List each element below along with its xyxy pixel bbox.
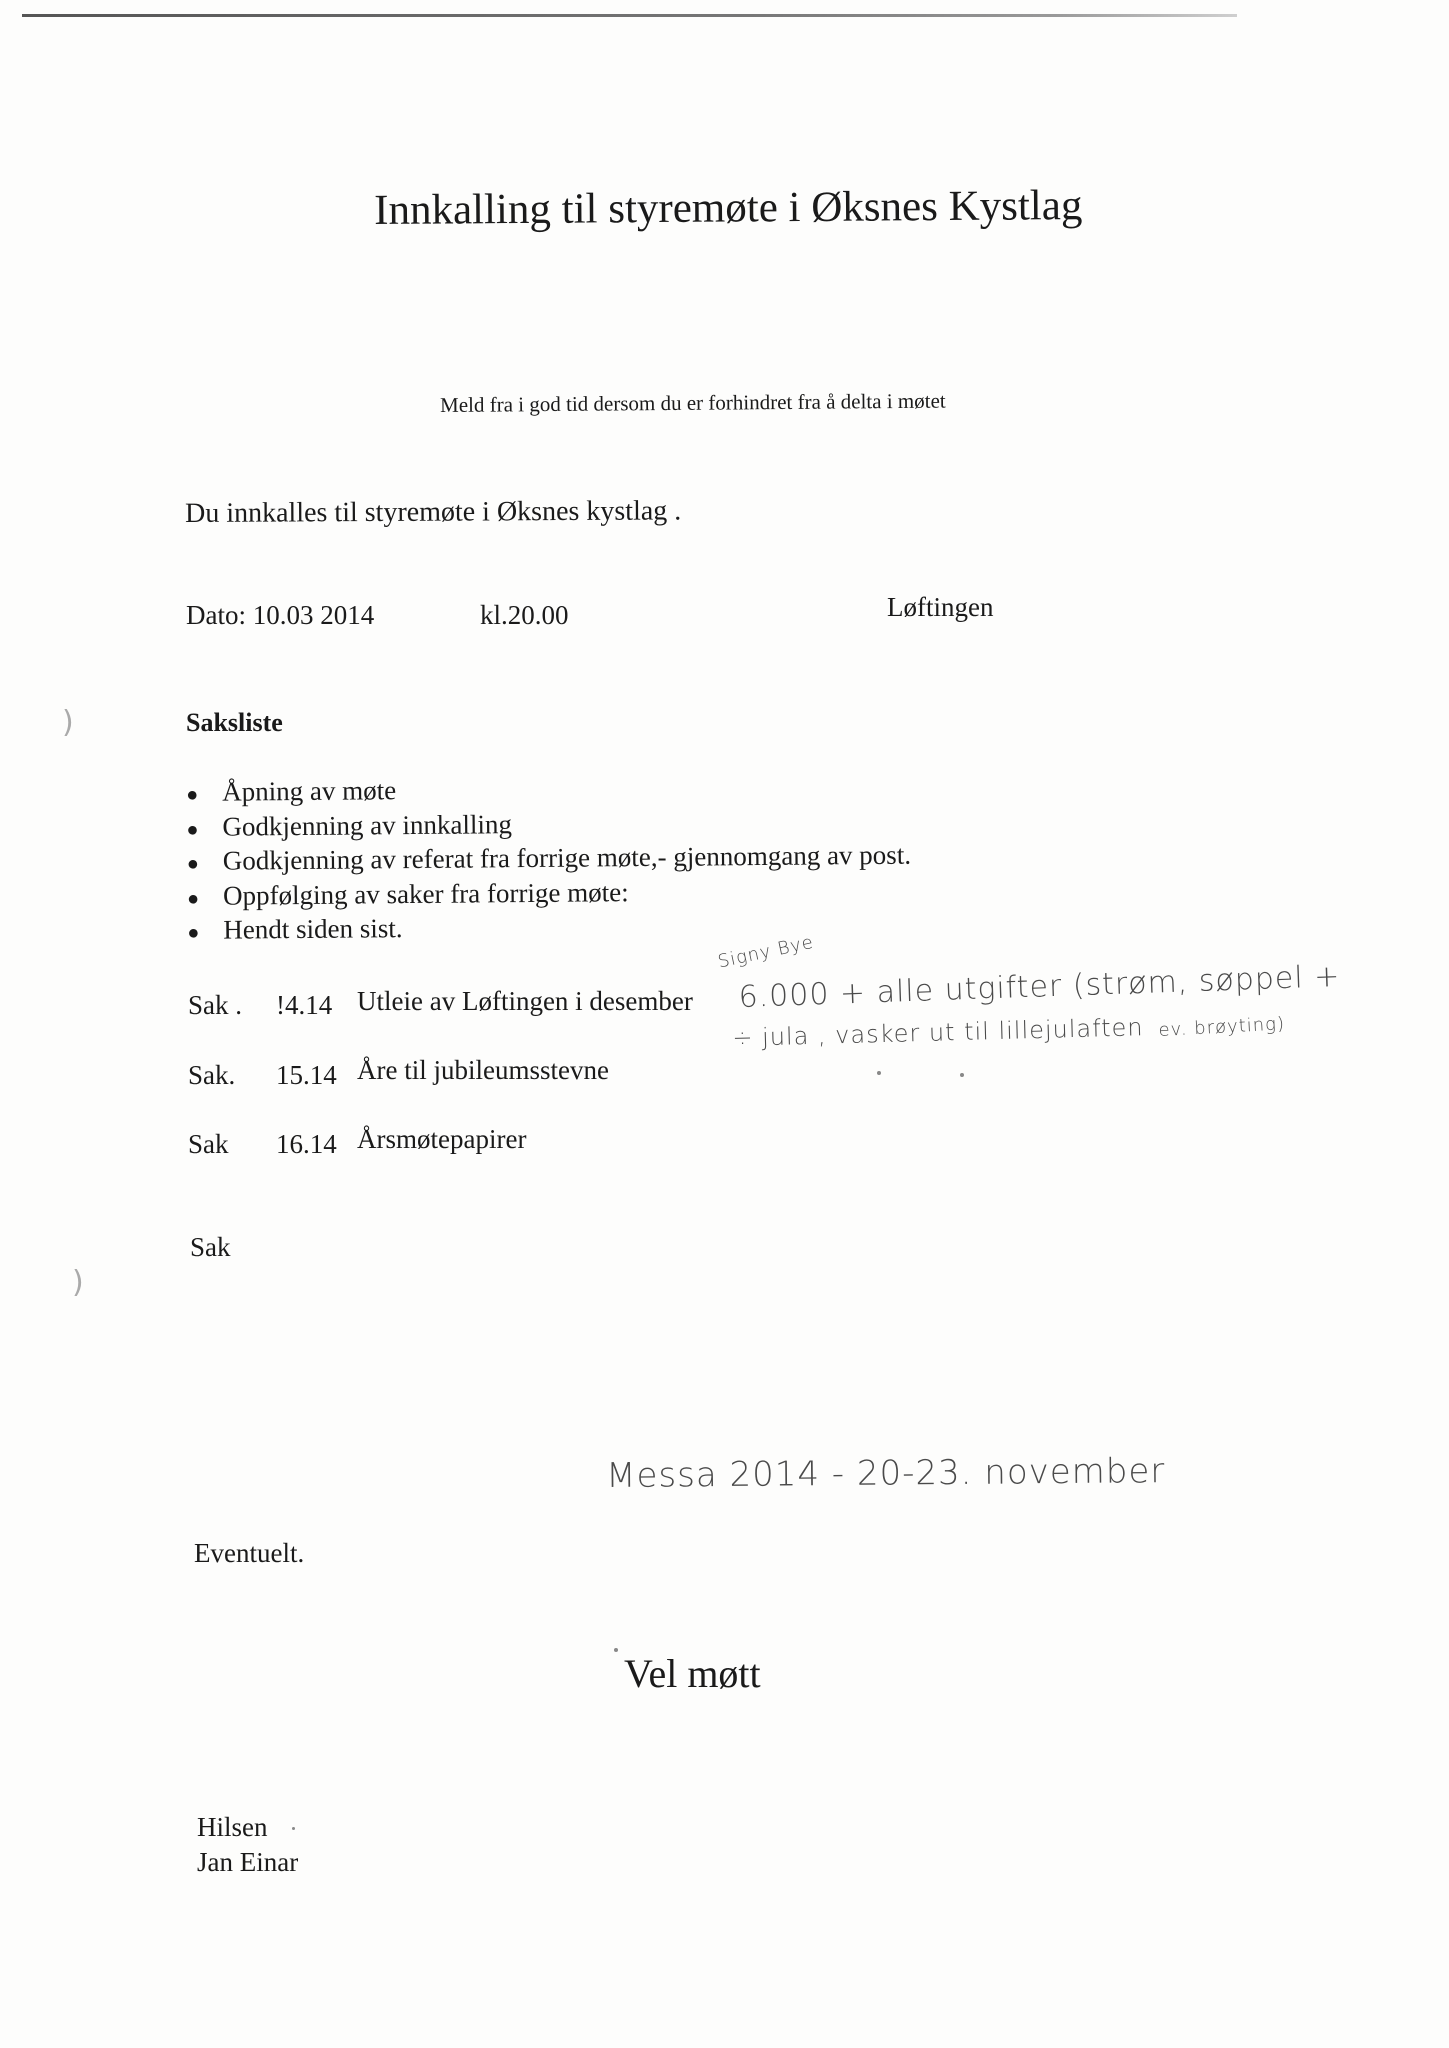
closing-text: Vel møtt (624, 1651, 761, 1696)
agenda-list (186, 769, 912, 948)
case-label: Sak (188, 1129, 229, 1159)
case-title: Årsmøtepapirer (357, 1124, 527, 1154)
scan-speck (960, 1073, 964, 1077)
bullet-icon: ● (186, 818, 199, 841)
case-label: Sak . (188, 990, 242, 1020)
handwritten-note-line: 6.000 + alle utgifter (strøm, søppel + (738, 958, 1341, 1015)
bullet-icon: ● (187, 921, 200, 944)
agenda-item: ● Åpning av møte (186, 769, 911, 810)
greeting-text: Hilsen (197, 1812, 268, 1842)
handwritten-note-line: ÷ jula , vasker ut til lillejulaften (732, 1013, 1144, 1052)
bullet-icon: ● (186, 887, 200, 910)
handwritten-note-line: ev. brøyting) (1158, 1013, 1286, 1041)
notice-text: Meld fra i god tid dersom du er forhindret fra å delta i møtet (440, 388, 946, 417)
meeting-place: Løftingen (887, 592, 994, 622)
case-title: Åre til jubileumsstevne (357, 1055, 609, 1085)
meeting-time: kl.20.00 (480, 600, 569, 630)
scan-speck (614, 1648, 618, 1652)
case-label: Sak (190, 1232, 231, 1262)
case-number: 16.14 (276, 1129, 337, 1159)
document-title: Innkalling til styremøte i Øksnes Kystlag (374, 182, 1083, 234)
scan-top-edge-line (22, 14, 1237, 17)
case-number: !4.14 (276, 990, 333, 1020)
agenda-item: ● Godkjenning av innkalling (186, 803, 911, 844)
agenda-item: ● Hendt siden sist. (187, 907, 912, 948)
scan-speck (292, 1827, 295, 1830)
handwritten-note-name: Signy Bye (716, 931, 816, 973)
handwritten-note-bottom: Messa 2014 - 20-23. november (606, 1451, 1166, 1496)
case-title: Utleie av Løftingen i desember (357, 986, 693, 1016)
case-number: 15.14 (276, 1060, 337, 1090)
eventuelt-label: Eventuelt. (194, 1538, 305, 1568)
scan-speck (877, 1071, 881, 1075)
meeting-date: Dato: 10.03 2014 (186, 600, 375, 630)
punch-hole-mark: ) (62, 705, 74, 740)
bullet-icon: ● (186, 783, 199, 806)
intro-text: Du innkalles til styremøte i Øksnes kystlag . (185, 495, 682, 529)
agenda-item: ● Oppfølging av saker fra forrige møte: (187, 872, 912, 913)
agenda-item: ● Godkjenning av referat fra forrige møte,- gjennomgang av post. (187, 838, 912, 879)
saksliste-heading: Saksliste (186, 708, 283, 737)
signature-name: Jan Einar (197, 1847, 299, 1877)
bullet-icon: ● (186, 852, 199, 875)
punch-hole-mark: ) (72, 1265, 84, 1300)
case-label: Sak. (188, 1060, 236, 1090)
